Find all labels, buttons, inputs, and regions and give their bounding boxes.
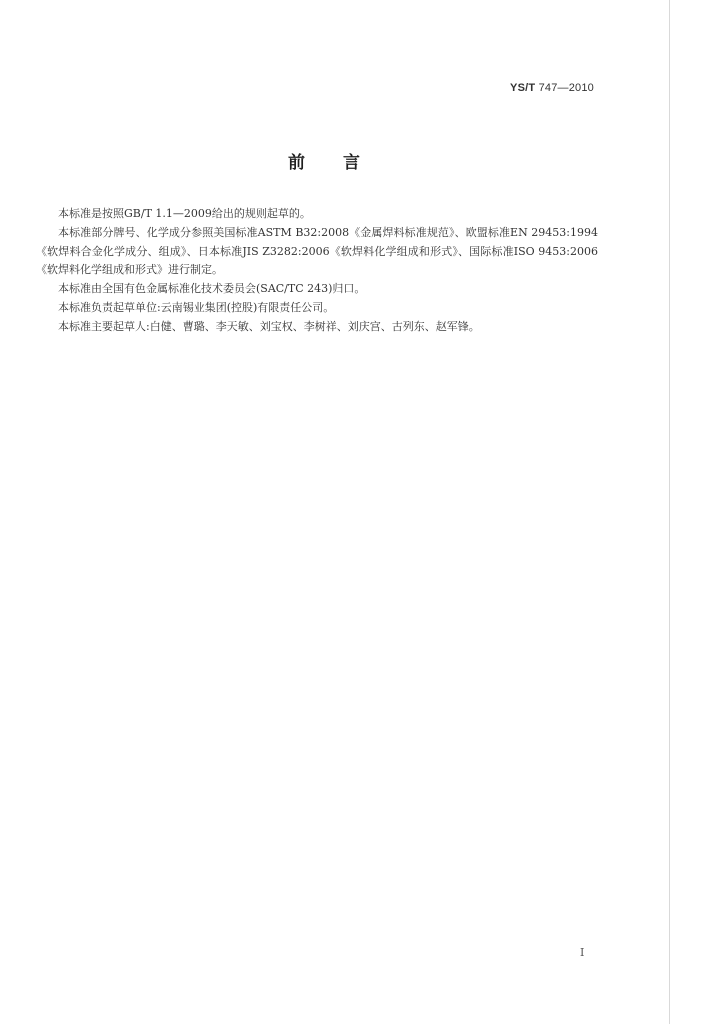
page-edge-line [669,0,670,1024]
standard-code: 747—2010 [538,82,594,94]
standard-prefix: YS/T [510,82,536,94]
page-number: I [580,946,585,959]
paragraph-drafting-rules: 本标准是按照GB/T 1.1—2009给出的规则起草的。 [58,207,311,220]
paragraph-references: 本标准部分牌号、化学成分参照美国标准ASTM B32:2008《金属焊料标准规范》、欧盟标准EN 29453:1994《软焊料合金化学成分、组成》、日本标准JIS Z3282:2006《软焊料化学组成和形式》、国际标准ISO 9453:2006《软焊料化学组成和形式》进行制定。 [36,225,598,277]
paragraph-drafting-unit: 本标准负责起草单位:云南锡业集团(控股)有限责任公司。 [58,300,335,314]
foreword-body [36,205,598,337]
page-title: 前言 [288,153,398,173]
standard-number [510,82,594,94]
paragraph-drafters: 本标准主要起草人:白健、曹璐、李天敏、刘宝权、李树祥、刘庆宫、古列东、赵军锋。 [58,319,480,333]
paragraph-committee: 本标准由全国有色金属标准化技术委员会(SAC/TC 243)归口。 [58,282,366,296]
